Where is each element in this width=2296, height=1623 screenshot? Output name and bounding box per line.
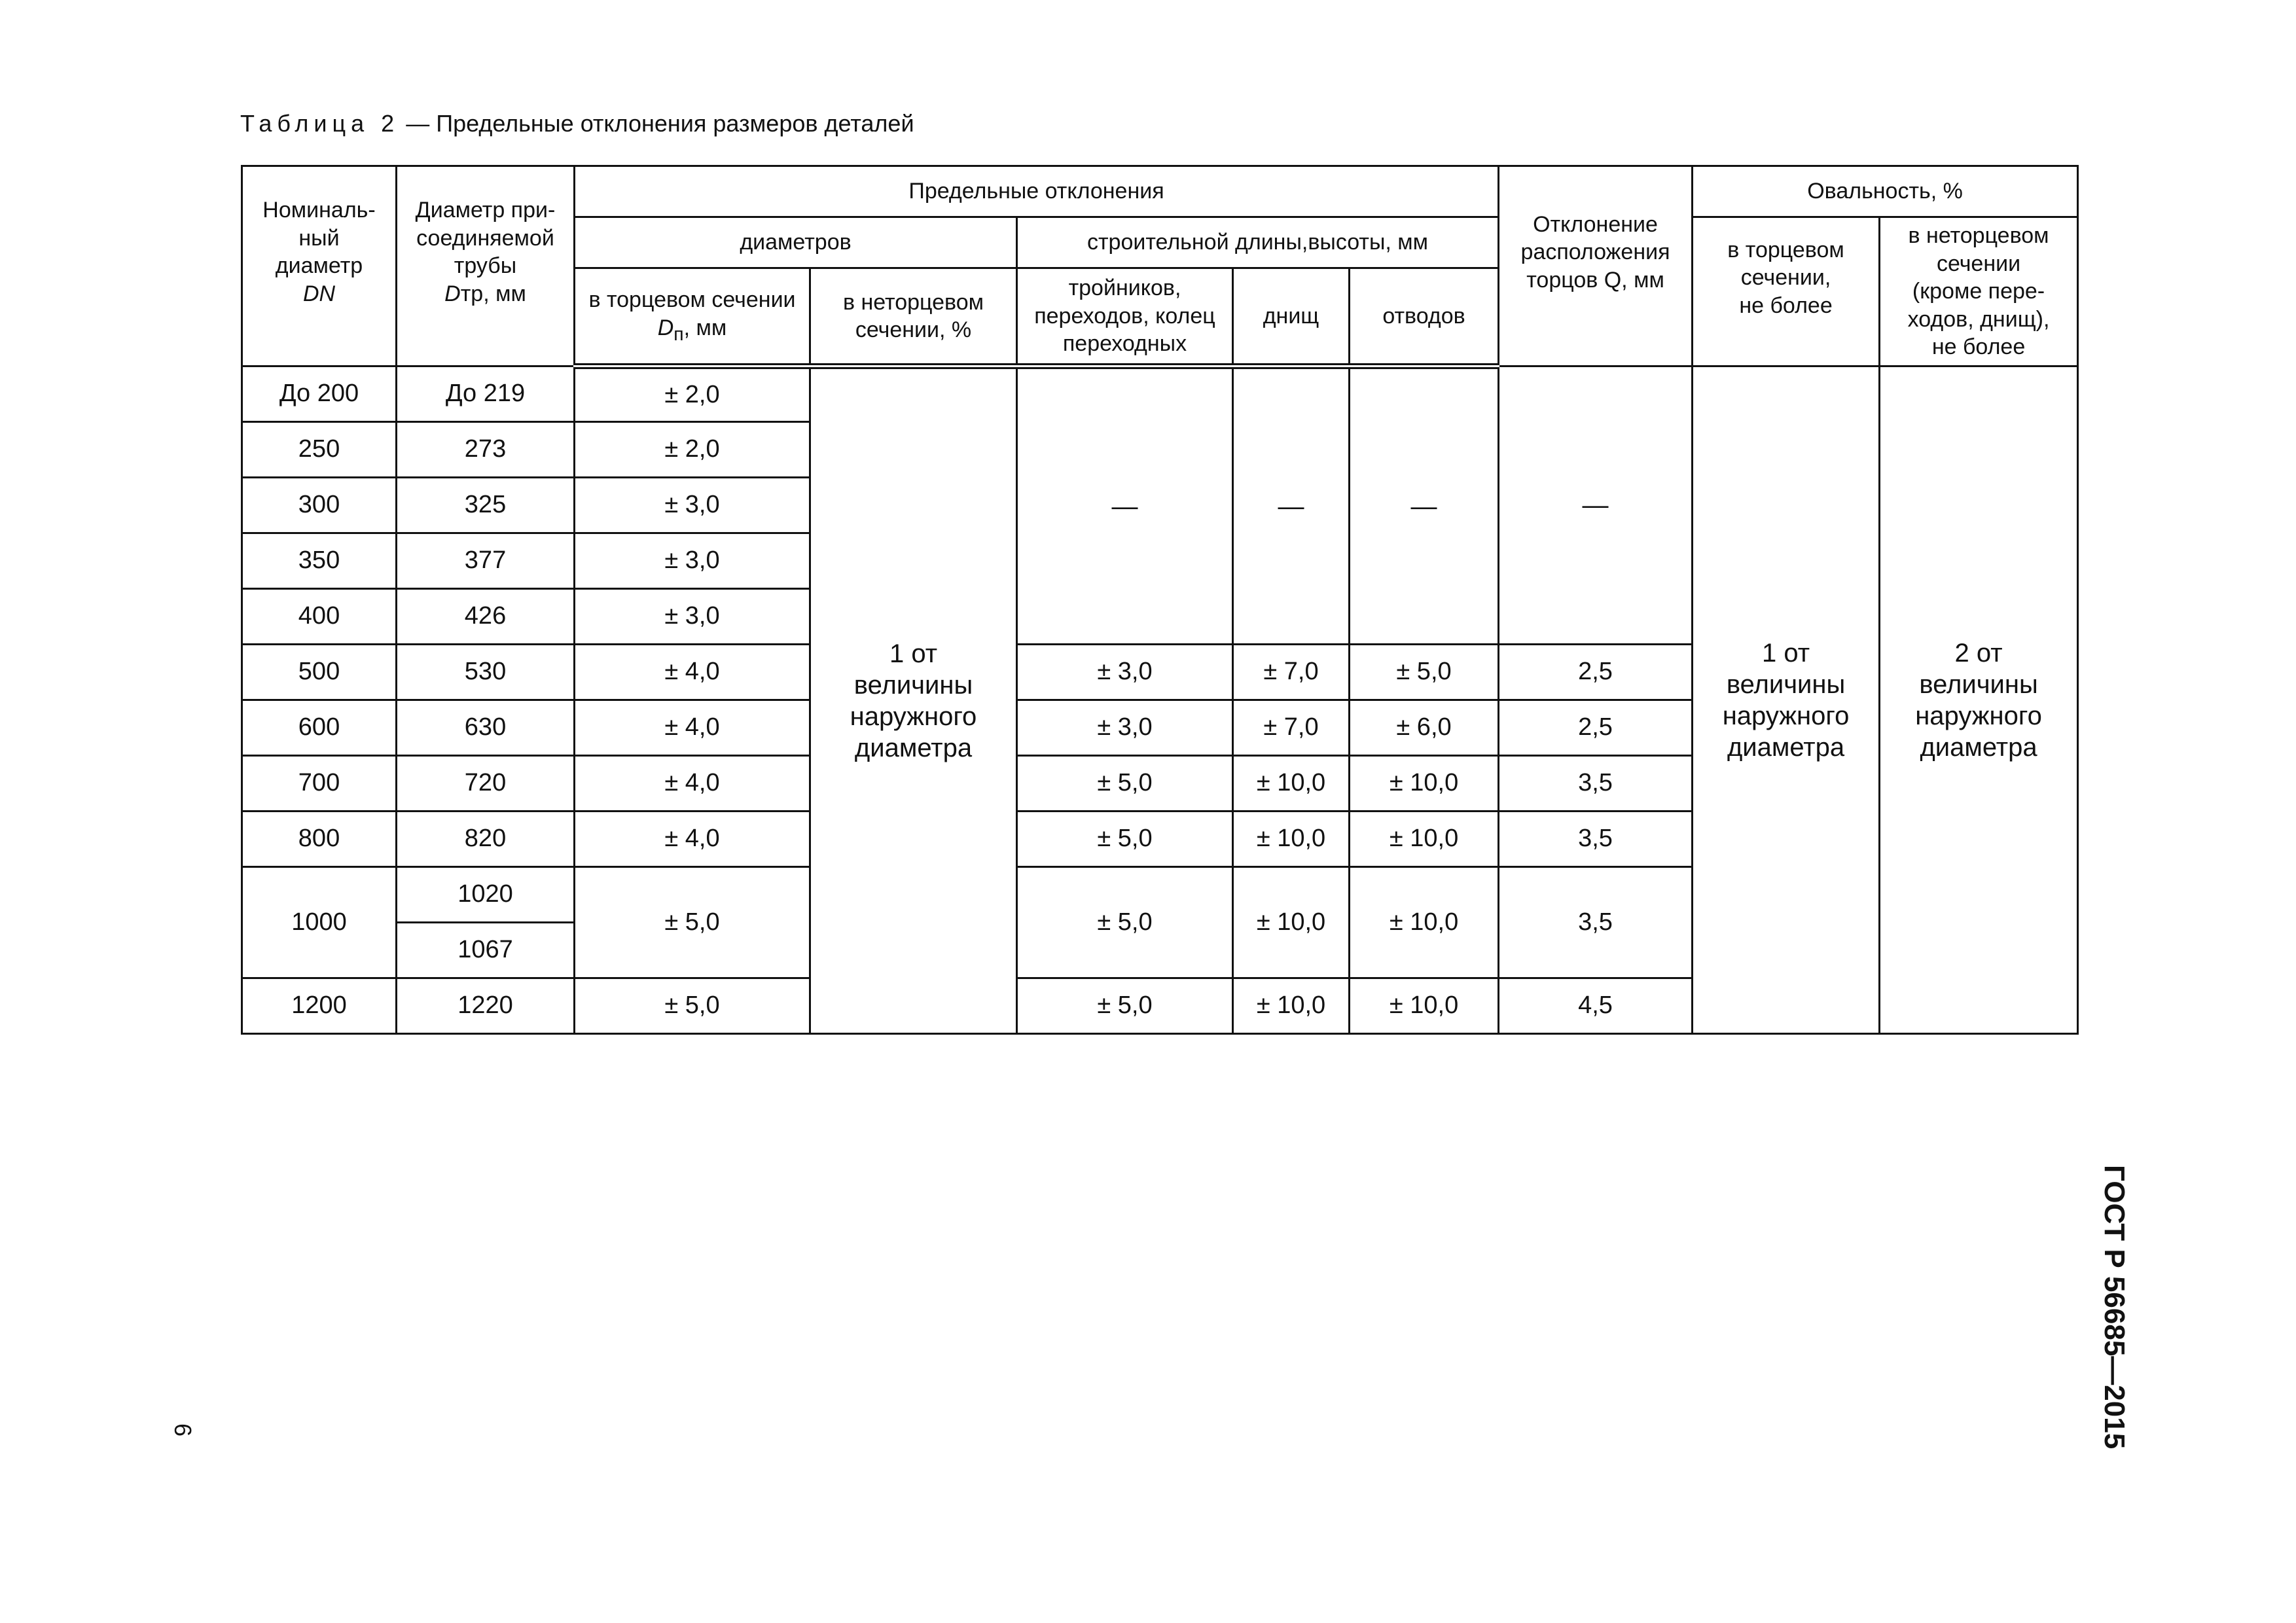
cell-elbows: ± 5,0 — [1350, 645, 1499, 700]
cell-elbows: ± 6,0 — [1350, 700, 1499, 756]
cell-q: 3,5 — [1499, 756, 1693, 812]
cell-dn: 1200 — [242, 978, 397, 1034]
cell-d-end: ± 5,0 — [575, 978, 810, 1034]
header-build-length: строительной длины,высоты, мм — [1017, 217, 1499, 268]
cell-d-end: ± 2,0 — [575, 366, 810, 422]
cell-dtr: 720 — [397, 756, 575, 812]
cell-q: 2,5 — [1499, 645, 1693, 700]
header-limit-deviations: Предельные отклонения — [575, 166, 1499, 217]
cell-dn: 600 — [242, 700, 397, 756]
cell-elbows: ± 10,0 — [1350, 812, 1499, 867]
cell-d-end: ± 5,0 — [575, 867, 810, 978]
cell-dtr: 820 — [397, 812, 575, 867]
cell-d-end: ± 4,0 — [575, 645, 810, 700]
header-non-end-section: в неторцевом сечении, % — [810, 268, 1017, 366]
table-row — [242, 366, 2078, 422]
header-ovality: Овальность, % — [1693, 166, 2078, 217]
cell-q: 3,5 — [1499, 812, 1693, 867]
header-end-section: в торцевом сечении $D_п$, мм — [575, 268, 810, 366]
cell-dn: 350 — [242, 533, 397, 589]
cell-dash-elbows: — — [1350, 366, 1499, 645]
cell-dash-q: — — [1499, 366, 1693, 645]
cell-d-end: ± 4,0 — [575, 700, 810, 756]
document-code: ГОСТ Р 56685—2015 — [2098, 1165, 2130, 1450]
header-nominal-diameter: Номиналь- ный диаметр DN — [242, 166, 397, 366]
cell-dtr: 630 — [397, 700, 575, 756]
cell-bottoms: ± 10,0 — [1233, 978, 1350, 1034]
header-elbows: отводов — [1350, 268, 1499, 366]
cell-dn: 700 — [242, 756, 397, 812]
cell-dtr: 1220 — [397, 978, 575, 1034]
cell-tees: ± 5,0 — [1017, 867, 1233, 978]
cell-q: 2,5 — [1499, 700, 1693, 756]
cell-dtr: 1020 — [397, 867, 575, 923]
cell-q: 4,5 — [1499, 978, 1693, 1034]
cell-bottoms: ± 10,0 — [1233, 812, 1350, 867]
cell-dn: До 200 — [242, 366, 397, 422]
cell-bottoms: ± 7,0 — [1233, 700, 1350, 756]
cell-non-end-merged: 1 от величины наружного диаметра — [810, 366, 1017, 1034]
cell-q: 3,5 — [1499, 867, 1693, 978]
cell-dn: 300 — [242, 478, 397, 533]
cell-dn: 800 — [242, 812, 397, 867]
cell-dtr: 377 — [397, 533, 575, 589]
cell-bottoms: ± 10,0 — [1233, 756, 1350, 812]
cell-dtr: 325 — [397, 478, 575, 533]
cell-dn: 1000 — [242, 867, 397, 978]
cell-d-end: ± 3,0 — [575, 478, 810, 533]
cell-dtr: 426 — [397, 589, 575, 645]
header-end-position: Отклонение расположения торцов Q, мм — [1499, 166, 1693, 366]
header-pipe-diameter: Диаметр при- соединяемой трубы Dтр, мм — [397, 166, 575, 366]
table-caption-prefix: Таблица 2 — [240, 110, 400, 137]
cell-elbows: ± 10,0 — [1350, 756, 1499, 812]
cell-d-end: ± 4,0 — [575, 756, 810, 812]
header-ovality-non-end: в неторцевом сечении (кроме пере- ходов, днищ), не более — [1880, 217, 2078, 366]
cell-tees: ± 5,0 — [1017, 756, 1233, 812]
cell-bottoms: ± 10,0 — [1233, 867, 1350, 978]
cell-elbows: ± 10,0 — [1350, 867, 1499, 978]
cell-d-end: ± 2,0 — [575, 422, 810, 478]
cell-d-end: ± 3,0 — [575, 589, 810, 645]
header-ovality-end: в торцевом сечении, не более — [1693, 217, 1880, 366]
cell-dn: 400 — [242, 589, 397, 645]
cell-dtr: До 219 — [397, 366, 575, 422]
cell-ovality-end-merged: 1 от величины наружного диаметра — [1693, 366, 1880, 1034]
page-number: 6 — [170, 1423, 196, 1437]
deviations-table — [241, 165, 2079, 1035]
header-tees: тройников, переходов, колец переходных — [1017, 268, 1233, 366]
cell-dtr: 1067 — [397, 923, 575, 978]
table-caption — [240, 110, 914, 137]
cell-dash-tees: — — [1017, 366, 1233, 645]
cell-d-end: ± 3,0 — [575, 533, 810, 589]
cell-dn: 500 — [242, 645, 397, 700]
cell-d-end: ± 4,0 — [575, 812, 810, 867]
cell-tees: ± 3,0 — [1017, 645, 1233, 700]
cell-ovality-non-end-merged: 2 от величины наружного диаметра — [1880, 366, 2078, 1034]
header-bottoms: днищ — [1233, 268, 1350, 366]
cell-dn: 250 — [242, 422, 397, 478]
table-caption-text: — Предельные отклонения размеров деталей — [406, 110, 914, 137]
cell-bottoms: ± 7,0 — [1233, 645, 1350, 700]
header-diameters: диаметров — [575, 217, 1017, 268]
cell-tees: ± 5,0 — [1017, 812, 1233, 867]
cell-tees: ± 5,0 — [1017, 978, 1233, 1034]
cell-tees: ± 3,0 — [1017, 700, 1233, 756]
cell-dtr: 530 — [397, 645, 575, 700]
cell-dash-bottoms: — — [1233, 366, 1350, 645]
cell-dtr: 273 — [397, 422, 575, 478]
cell-elbows: ± 10,0 — [1350, 978, 1499, 1034]
